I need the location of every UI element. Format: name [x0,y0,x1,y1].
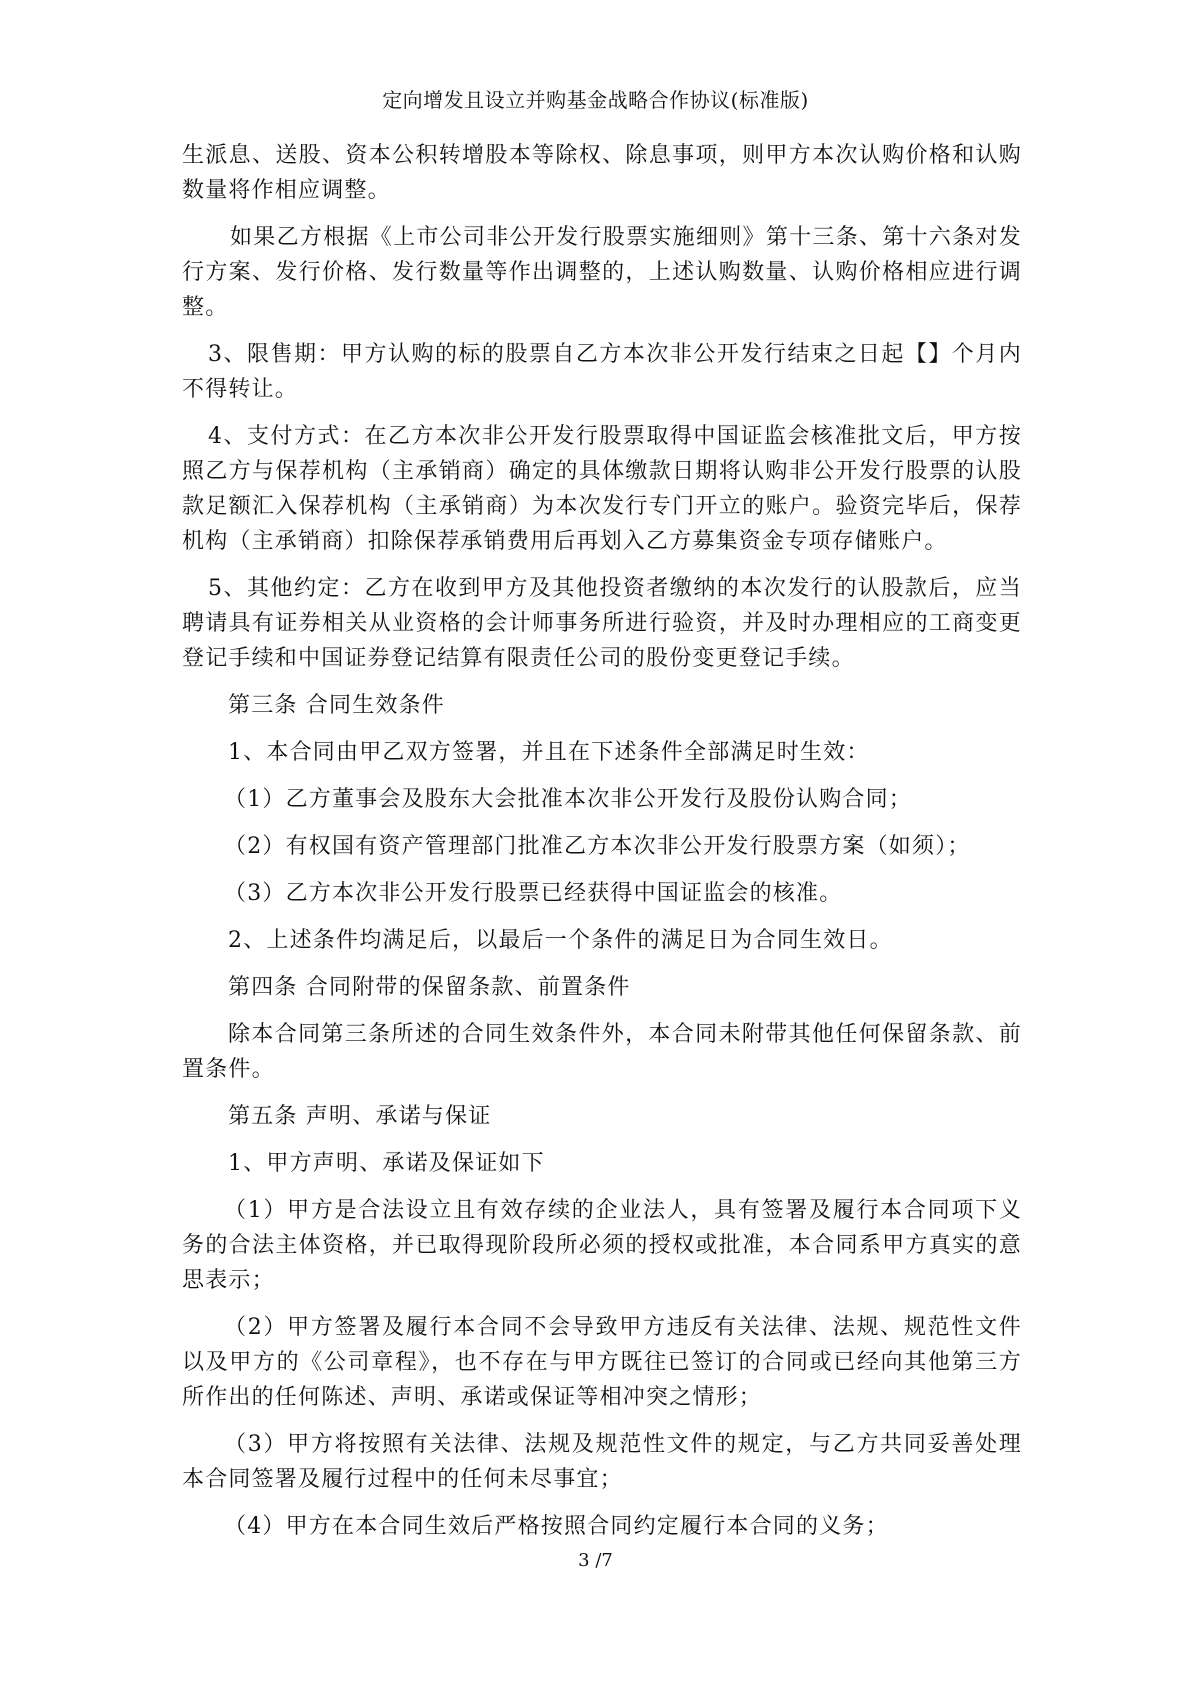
page-number: 3 /7 [578,1550,613,1571]
article-three-heading: 第三条 合同生效条件 [228,693,445,718]
article-four-heading: 第四条 合同附带的保留条款、前置条件 [228,975,631,1000]
list-item-declaration-4: （4）甲方在本合同生效后严格按照合同约定履行本合同的义务； [224,1514,889,1539]
paragraph-lockup-period: 3、限售期：甲方认购的标的股票自乙方本次非公开发行结束之日起【】个月内不得转让。 [182,342,1022,402]
paragraph-continuation: 生派息、送股、资本公积转增股本等除权、除息事项，则甲方本次认购价格和认购数量将作相应调整。 [182,143,1022,203]
list-item-declaration-3: （3）甲方将按照有关法律、法规及规范性文件的规定，与乙方共同妥善处理本合同签署及履行过程中的任何未尽事宜； [182,1432,1022,1492]
list-item-condition-2: （2）有权国有资产管理部门批准乙方本次非公开发行股票方案（如须）； [224,834,971,859]
paragraph-other-agreements: 5、其他约定：乙方在收到甲方及其他投资者缴纳的本次发行的认股款后，应当聘请具有证券相关从业资格的会计师事务所进行验资，并及时办理相应的工商变更登记手续和中国证券登记结算有限责任公司的股份变更登记手续。 [182,576,1022,671]
list-item-condition-1: （1）乙方董事会及股东大会批准本次非公开发行及股份认购合同； [224,787,912,812]
article-five-heading: 第五条 声明、承诺与保证 [228,1104,492,1129]
list-item-condition-3: （3）乙方本次非公开发行股票已经获得中国证监会的核准。 [224,881,843,906]
paragraph-payment-method: 4、支付方式：在乙方本次非公开发行股票取得中国证监会核准批文后，甲方按照乙方与保荐机构（主承销商）确定的具体缴款日期将认购非公开发行股票的认股款足额汇入保荐机构（主承销商）为本次发行专门开立的账户。验资完毕后，保荐机构（主承销商）扣除保荐承销费用后再划入乙方募集资金专项存储账户。 [182,424,1022,554]
paragraph-adjustment: 如果乙方根据《上市公司非公开发行股票实施细则》第十三条、第十六条对发行方案、发行价格、发行数量等作出调整的，上述认购数量、认购价格相应进行调整。 [182,225,1022,320]
document-body [182,138,1022,1556]
list-item-declaration-1: （1）甲方是合法设立且有效存续的企业法人，具有签署及履行本合同项下义务的合法主体资格，并已取得现阶段所必须的授权或批准，本合同系甲方真实的意思表示； [182,1198,1022,1293]
paragraph-no-reservations: 除本合同第三条所述的合同生效条件外，本合同未附带其他任何保留条款、前置条件。 [182,1022,1022,1082]
document-header: 定向增发且设立并购基金战略合作协议(标准版) [382,88,809,112]
paragraph-effective-conditions: 1、本合同由甲乙双方签署，并且在下述条件全部满足时生效： [228,740,870,765]
list-item-declaration-2: （2）甲方签署及履行本合同不会导致甲方违反有关法律、法规、规范性文件以及甲方的《公司章程》，也不存在与甲方既往已签订的合同或已经向其他第三方所作出的任何陈述、声明、承诺或保证等相冲突之情形； [182,1315,1022,1410]
paragraph-party-a-declarations: 1、甲方声明、承诺及保证如下 [228,1151,545,1176]
paragraph-effective-date: 2、上述条件均满足后，以最后一个条件的满足日为合同生效日。 [228,928,893,953]
